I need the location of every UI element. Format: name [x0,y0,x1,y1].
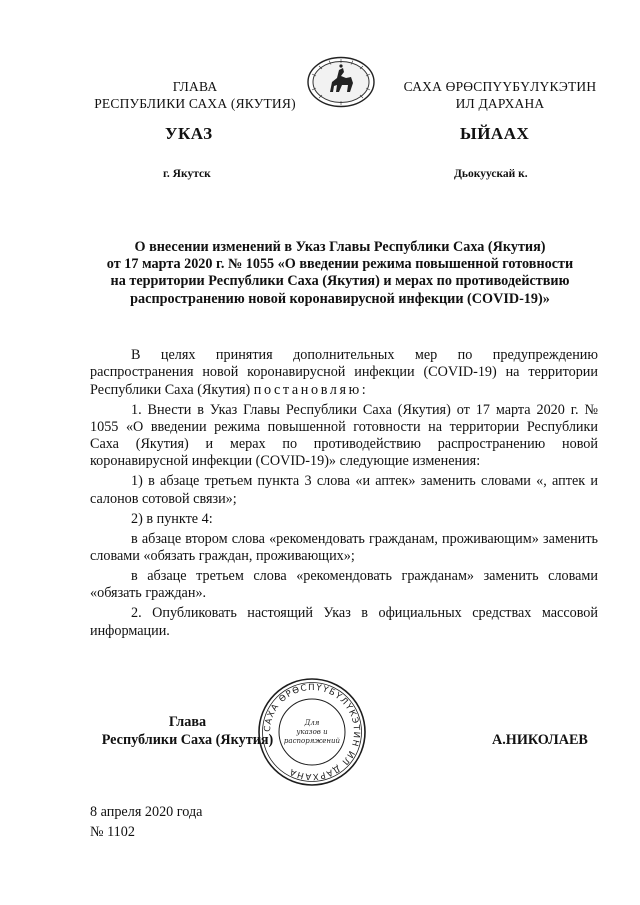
title-line: О внесении изменений в Указ Главы Республики Саха (Якутия) [134,239,546,255]
place-ru: г. Якутск [163,168,211,180]
header-right-line1: САХА ӨРӨСПҮҮБҮЛҮКЭТИН [403,79,597,94]
item-1-2-paragraph: 2) в пункте 4: [131,510,213,527]
place-sah: Дьокуускай к. [454,168,528,180]
title-line: распространению новой коронавирусной инфекции (COVID-19)» [130,290,550,307]
header-right-line2: ИЛ ДАРХАНА [455,96,545,111]
item-1-2a-paragraph: в абзаце втором слова «рекомендовать гражданам, проживающим» заменить словами «обязать граждан, проживающих»; [90,530,598,565]
preamble-text: В целях принятия дополнительных мер по предупреждению распространения новой коронавирусной инфекции (COVID-19) на территории Республики Саха (Якутия) [90,347,598,398]
document-body [90,347,598,643]
seal-center-line1: Для [304,719,320,727]
header-left-block [80,78,310,112]
signatory-name: А.НИКОЛАЕВ [492,732,588,748]
decree-word: постановляю: [253,381,369,398]
header-right-block [390,78,610,112]
document-date: 8 апреля 2020 года [90,804,203,820]
coat-of-arms-emblem [306,56,376,108]
header-left-line1: ГЛАВА [172,79,218,94]
seal-ring-text: САХА ӨРӨСПҮҮБҮЛҮКЭТИН ИЛ ДАРХАНА [262,682,362,782]
item-2-paragraph: 2. Опубликовать настоящий Указ в официальных средствах массовой информации. [90,605,598,639]
item-1-1-paragraph: 1) в абзаце третьем пункта 3 слова «и аптек» заменить словами «, аптек и салонов сотовой связи»; [90,473,598,507]
item-1-paragraph: 1. Внести в Указ Главы Республики Саха (Якутия) от 17 марта 2020 г. № 1055 «О введении режима повышенной готовности на территории Республики Саха (Якутия) и мерах по противодействию распространению новой коронавирусной инфекции (COVID-19)» следующие изменения: [90,401,598,470]
title-line: на территории Республики Саха (Якутия) и мерах по противодействию [110,273,570,290]
decree-label-sah: ЫЙААХ [460,124,530,143]
title-line: от 17 марта 2020 г. № 1055 «О введении режима повышенной готовности [106,256,574,273]
signatory-title-line2: Республики Саха (Якутия) [101,731,274,748]
item-1-2b-paragraph: в абзаце третьем слова «рекомендовать гражданам» заменить словами «обязать граждан». [90,568,598,602]
official-seal [256,676,368,788]
signatory-title-line1: Глава [168,714,207,730]
header-left-line2: РЕСПУБЛИКИ САХА (ЯКУТИЯ) [94,96,296,111]
seal-center-line2: указов и [296,728,328,736]
document-footer [90,802,202,842]
document-number: № 1102 [90,824,135,840]
seal-center-line3: распоряжений [283,737,341,745]
document-title [90,239,590,308]
decree-label-ru: УКАЗ [165,124,213,143]
preamble-paragraph [90,347,598,399]
